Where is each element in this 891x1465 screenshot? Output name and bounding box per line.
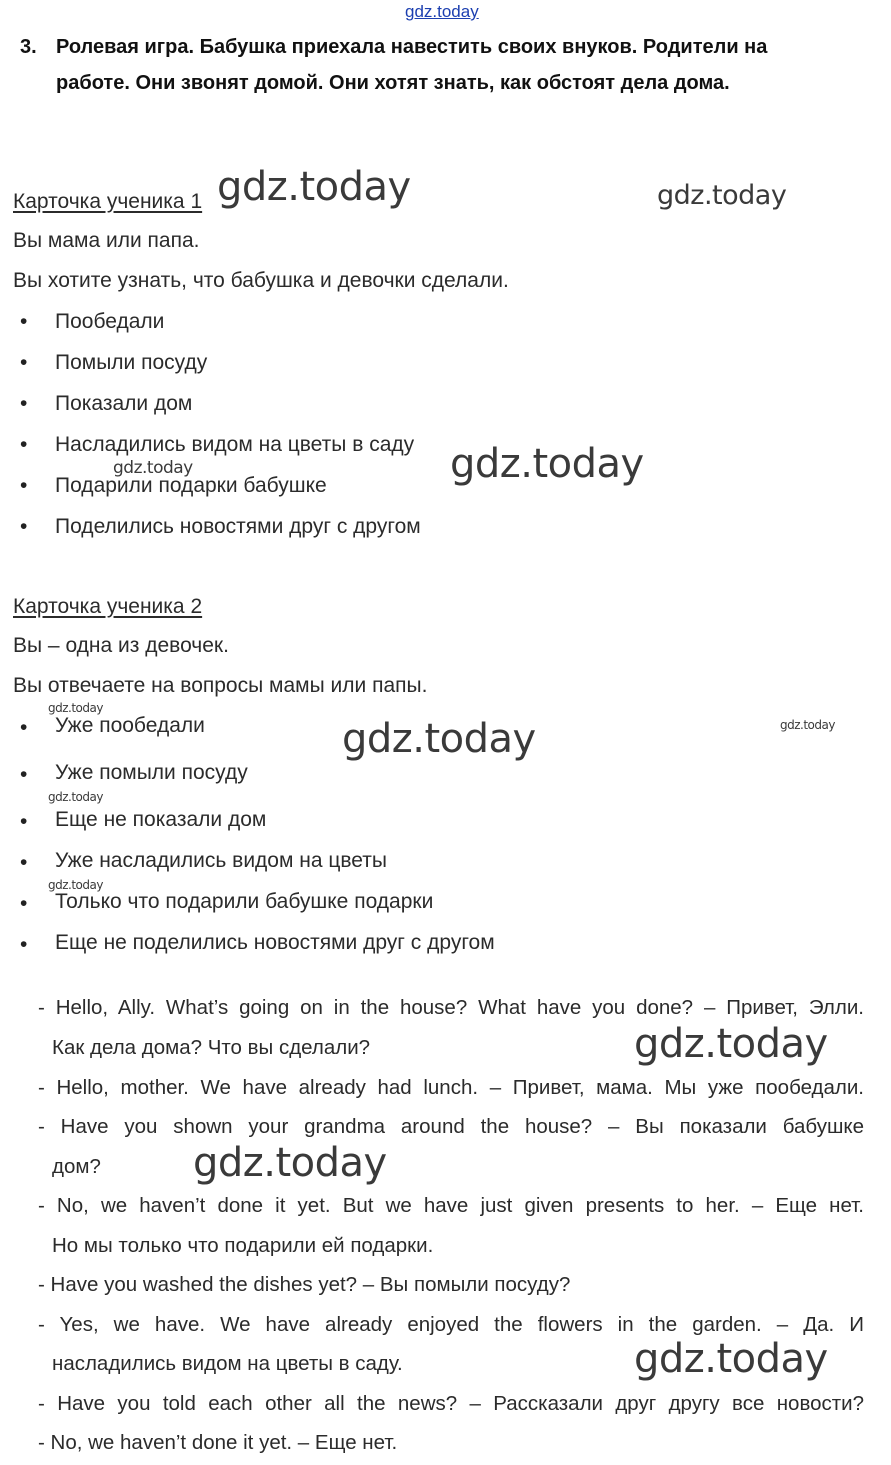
dialogue-line: - Have you washed the dishes yet? – Вы помыли посуду? xyxy=(38,1273,571,1296)
watermark: gdz.today xyxy=(217,164,411,210)
watermark: gdz.today xyxy=(780,718,835,732)
list-item: Еще не показали дом xyxy=(55,808,267,831)
dialogue-line: - Have you told each other all the news? – Рассказали друг другу все новости? xyxy=(38,1392,864,1415)
list-item: Поделились новостями друг с другом xyxy=(55,515,421,538)
watermark: gdz.today xyxy=(634,1021,828,1067)
dialogue-line: Но мы только что подарили ей подарки. xyxy=(52,1234,434,1257)
bullet-icon: • xyxy=(20,933,28,956)
dialogue-line: дом? xyxy=(52,1155,101,1178)
card2-line2: Вы отвечаете на вопросы мамы или папы. xyxy=(13,674,428,697)
watermark: gdz.today xyxy=(113,458,193,478)
dialogue-line: - Yes, we have. We have already enjoyed the flowers in the garden. – Да. И xyxy=(38,1313,864,1336)
watermark: gdz.today xyxy=(342,716,536,762)
watermark: gdz.today xyxy=(657,180,787,211)
list-item: Помыли посуду xyxy=(55,351,208,374)
list-item: Еще не поделились новостями друг с другом xyxy=(55,931,495,954)
list-item: Уже пообедали xyxy=(55,714,205,737)
list-item: Подарили подарки бабушке xyxy=(55,474,327,497)
dialogue-line: насладились видом на цветы в саду. xyxy=(52,1352,403,1375)
list-item: Показали дом xyxy=(55,392,193,415)
bullet-icon: • xyxy=(20,716,28,739)
card1-line1: Вы мама или папа. xyxy=(13,229,200,252)
list-item: Пообедали xyxy=(55,310,165,333)
watermark: gdz.today xyxy=(48,790,103,804)
card2-title: Карточка ученика 2 xyxy=(13,595,203,618)
task-text-line1: Ролевая игра. Бабушка приехала навестить своих внуков. Родители на xyxy=(56,36,768,58)
dialogue-line: - Have you shown your grandma around the house? – Вы показали бабушке xyxy=(38,1115,864,1138)
bullet-icon: • xyxy=(20,474,28,497)
bullet-icon: • xyxy=(20,310,28,333)
card1-line2: Вы хотите узнать, что бабушка и девочки сделали. xyxy=(13,269,509,292)
bullet-icon: • xyxy=(20,851,28,874)
bullet-icon: • xyxy=(20,392,28,415)
bullet-icon: • xyxy=(20,892,28,915)
dialogue-line: - Hello, mother. We have already had lunch. – Привет, мама. Мы уже пообедали. xyxy=(38,1076,864,1099)
bullet-icon: • xyxy=(20,810,28,833)
list-item: Насладились видом на цветы в саду xyxy=(55,433,415,456)
watermark: gdz.today xyxy=(48,701,103,715)
watermark: gdz.today xyxy=(193,1140,387,1186)
list-item: Уже насладились видом на цветы xyxy=(55,849,388,872)
card1-title: Карточка ученика 1 xyxy=(13,190,203,213)
watermark: gdz.today xyxy=(48,878,103,892)
watermark: gdz.today xyxy=(634,1336,828,1382)
bullet-icon: • xyxy=(20,763,28,786)
bullet-icon: • xyxy=(20,433,28,456)
bullet-icon: • xyxy=(20,515,28,538)
task-number: 3. xyxy=(20,36,37,58)
dialogue-line: - Hello, Ally. What’s going on in the house? What have you done? – Привет, Элли. xyxy=(38,996,864,1019)
list-item: Уже помыли посуду xyxy=(55,761,248,784)
dialogue-line: - No, we haven’t done it yet. But we have just given presents to her. – Еще нет. xyxy=(38,1194,864,1217)
watermark: gdz.today xyxy=(450,441,644,487)
bullet-icon: • xyxy=(20,351,28,374)
dialogue-line: - No, we haven’t done it yet. – Еще нет. xyxy=(38,1431,398,1454)
task-text-line2: работе. Они звонят домой. Они хотят знать, как обстоят дела дома. xyxy=(56,72,730,94)
dialogue-line: Как дела дома? Что вы сделали? xyxy=(52,1036,371,1059)
list-item: Только что подарили бабушке подарки xyxy=(55,890,434,913)
watermark-top[interactable]: gdz.today xyxy=(405,2,479,21)
card2-line1: Вы – одна из девочек. xyxy=(13,634,229,657)
